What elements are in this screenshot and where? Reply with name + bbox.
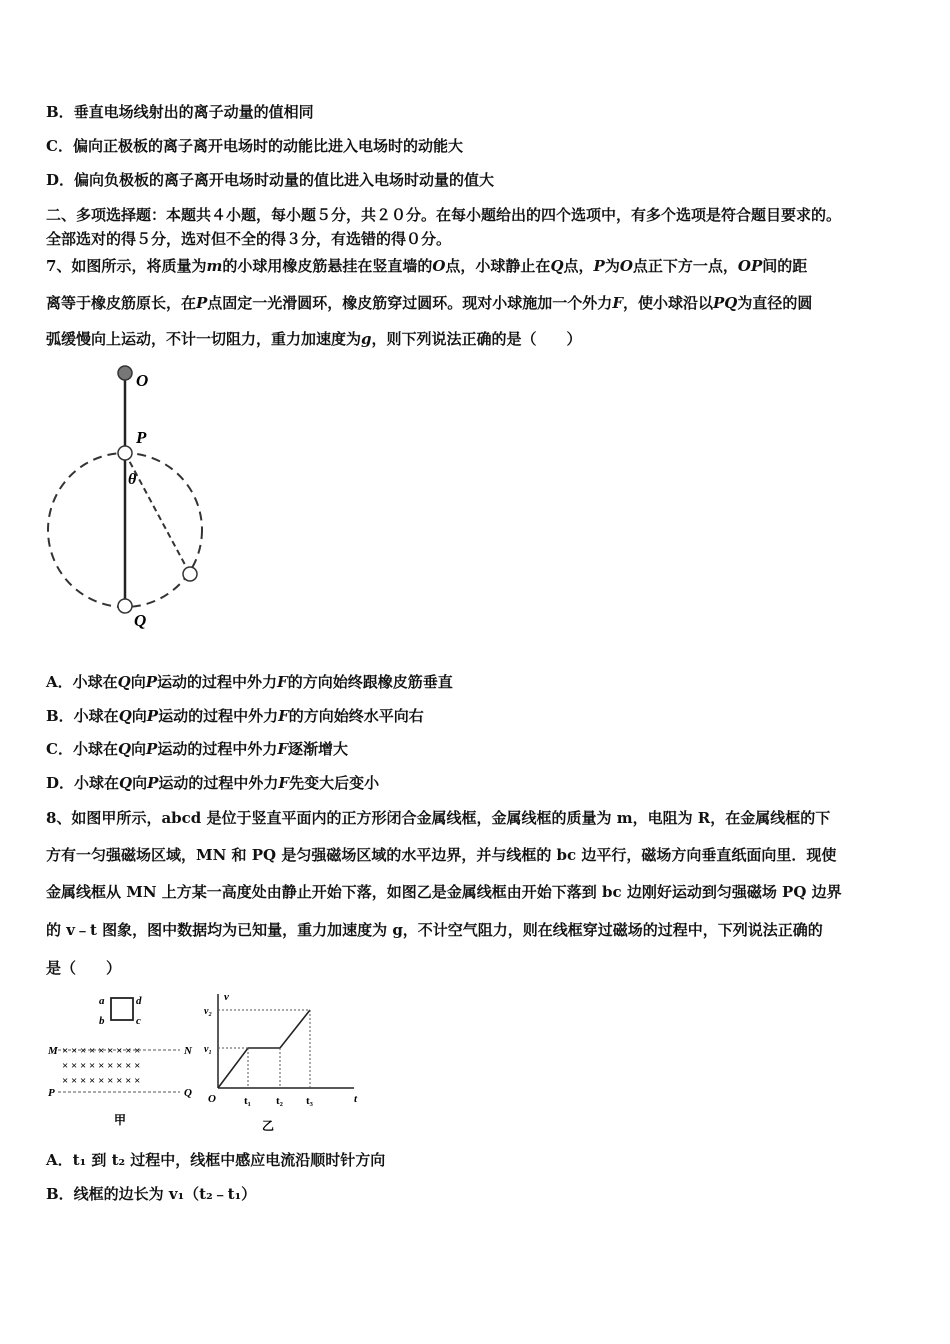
q8-option-b: B．线框的边长为 v₁（t₂﹣t₁）: [46, 1185, 257, 1203]
opt-text: 向: [132, 774, 148, 792]
q7-var-m: m: [206, 257, 223, 275]
label-t2: t₂: [276, 1095, 283, 1107]
q7-text: 为: [604, 257, 620, 275]
label-p: P: [136, 428, 147, 447]
q8-line4: 的 v﹣t 图象，图中数据均为已知量，重力加速度为 g，不计空气阻力，则在线框穿过磁场的过程中，下列说法正确的: [46, 921, 823, 939]
q7-text: 的小球用橡皮筋悬挂在竖直墙的: [222, 257, 433, 275]
q7-text: 点正下方一点，: [632, 257, 738, 275]
opt-text: 运动的过程中外力: [157, 673, 278, 691]
field-row: × × × × × × × × ×: [62, 1060, 141, 1072]
label-q: Q: [184, 1087, 192, 1099]
q7-var-o: O: [432, 257, 446, 275]
q7-figure: [40, 360, 220, 630]
q7-var-p: P: [593, 257, 605, 275]
q7-text: 7、如图所示，将质量为: [46, 257, 207, 275]
option-d-prev: D．偏向负极板的离子离开电场时动量的值比进入电场时动量的值大: [46, 171, 495, 189]
q7-text: 点，小球静止在: [445, 257, 551, 275]
q7-var-g: g: [361, 330, 372, 348]
label-t1: t₁: [244, 1095, 251, 1107]
q7-var-q: Q: [119, 774, 133, 792]
q7-var-q: Q: [118, 707, 132, 725]
q7-option-d: [46, 773, 379, 793]
opt-text: 逐渐增大: [288, 740, 349, 758]
q8-option-a: A．t₁ 到 t₂ 过程中，线框中感应电流沿顺时针方向: [46, 1151, 386, 1169]
opt-text: 运动的过程中外力: [157, 740, 278, 758]
q8-line3: 金属线框从 MN 上方某一高度处由静止开始下落，如图乙是金属线框由开始下落到 bc 边刚好运动到匀强磁场 PQ 边界: [46, 883, 842, 901]
label-p: P: [48, 1087, 55, 1099]
caption-jia: 甲: [114, 1113, 127, 1127]
q7-var-p: P: [147, 774, 159, 792]
label-v1: v₁: [204, 1044, 212, 1055]
q7-option-c: [46, 739, 348, 759]
q7-var-q: Q: [550, 257, 564, 275]
opt-text: 的方向始终水平向右: [288, 707, 424, 725]
opt-text: 向: [130, 673, 146, 691]
point-o: [118, 366, 132, 380]
q7-var-p: P: [196, 294, 208, 312]
q7-text: ，使小球沿以: [622, 294, 713, 312]
section-header-line2: 全部选对的得５分，选对但不全的得３分，有选错的得０分。: [46, 230, 452, 248]
q7-line2: [46, 293, 812, 313]
q7-var-f: F: [277, 673, 288, 691]
q7-var-p: P: [145, 673, 158, 691]
q7-text: 点，: [563, 257, 594, 275]
q8-line5: 是（ ）: [46, 959, 122, 977]
q7-var-f: F: [277, 740, 288, 758]
ball: [183, 567, 197, 581]
q7-option-b: [46, 706, 424, 726]
option-c-prev: C．偏向正极板的离子离开电场时的动能比进入电场时的动能大: [46, 137, 463, 155]
opt-text: 运动的过程中外力: [158, 774, 279, 792]
opt-text: 的方向始终跟橡皮筋垂直: [287, 673, 453, 691]
q7-line3: [46, 329, 582, 349]
q7-text: 弧缓慢向上运动，不计一切阻力，重力加速度为: [46, 330, 362, 348]
label-t-axis: t: [354, 1093, 358, 1105]
label-a: a: [99, 995, 105, 1007]
label-v-axis: v: [224, 991, 229, 1003]
field-row: × × × × × × × × ×: [62, 1045, 141, 1057]
opt-text: A．小球在: [46, 673, 118, 691]
q7-var-f: F: [278, 707, 289, 725]
q7-text: ，则下列说法正确的是（ ）: [371, 330, 582, 348]
q7-text: 离等于橡皮筋原长，在: [46, 294, 197, 312]
q8-line1: 8、如图甲所示，abcd 是位于竖直平面内的正方形闭合金属线框，金属线框的质量为 m，电阻为 R，在金属线框的下: [46, 809, 831, 827]
label-b: b: [99, 1015, 105, 1027]
q7-var-q: Q: [117, 673, 131, 691]
label-o: O: [136, 371, 149, 390]
q7-var-op: OP: [737, 257, 763, 275]
q7-var-pq: PQ: [712, 294, 738, 312]
opt-text: C．小球在: [46, 740, 118, 758]
label-theta: θ: [128, 471, 137, 488]
q8-line2: 方有一匀强磁场区域，MN 和 PQ 是匀强磁场区域的水平边界，并与线框的 bc 边平行，磁场方向垂直纸面向里．现使: [46, 846, 837, 864]
point-q: [118, 599, 132, 613]
label-origin: O: [208, 1093, 216, 1105]
q7-text: 间的距: [762, 257, 808, 275]
opt-text: B．小球在: [46, 707, 119, 725]
q7-text: 为直径的圆: [737, 294, 813, 312]
q7-text: 点固定一光滑圆环，橡皮筋穿过圆环。现对小球施加一个外力: [207, 294, 613, 312]
opt-text: 运动的过程中外力: [158, 707, 279, 725]
q7-line1: [46, 256, 807, 276]
field-row: × × × × × × × × ×: [62, 1075, 141, 1087]
q7-var-q: Q: [117, 740, 132, 758]
label-m: M: [48, 1045, 58, 1057]
section-header-line1: 二、多项选择题：本题共４小题，每小题５分，共２０分。在每小题给出的四个选项中，有多个选项是符合题目要求的。: [46, 206, 842, 224]
label-q: Q: [134, 611, 147, 630]
option-b-prev: B．垂直电场线射出的离子动量的值相同: [46, 103, 314, 121]
q8-figure-jia: [44, 990, 204, 1130]
q8-figure-yi: [204, 986, 364, 1136]
label-v2: v₂: [204, 1006, 212, 1017]
q7-var-f: F: [278, 774, 290, 792]
wire-frame: [111, 998, 133, 1020]
caption-yi: 乙: [262, 1119, 275, 1133]
q7-var-o: O: [619, 257, 633, 275]
q7-var-f: F: [612, 294, 623, 312]
opt-text: 向: [131, 707, 147, 725]
ring-p: [118, 446, 132, 460]
label-d: d: [136, 995, 142, 1007]
q7-var-p: P: [146, 740, 158, 758]
opt-text: 先变大后变小: [289, 774, 380, 792]
q7-option-a: [46, 672, 453, 692]
opt-text: D．小球在: [46, 774, 120, 792]
opt-text: 向: [131, 740, 147, 758]
label-c: c: [136, 1015, 141, 1027]
label-n: N: [184, 1045, 192, 1057]
label-t3: t₃: [306, 1095, 313, 1107]
vt-curve: [218, 1010, 310, 1088]
q7-var-p: P: [146, 707, 159, 725]
